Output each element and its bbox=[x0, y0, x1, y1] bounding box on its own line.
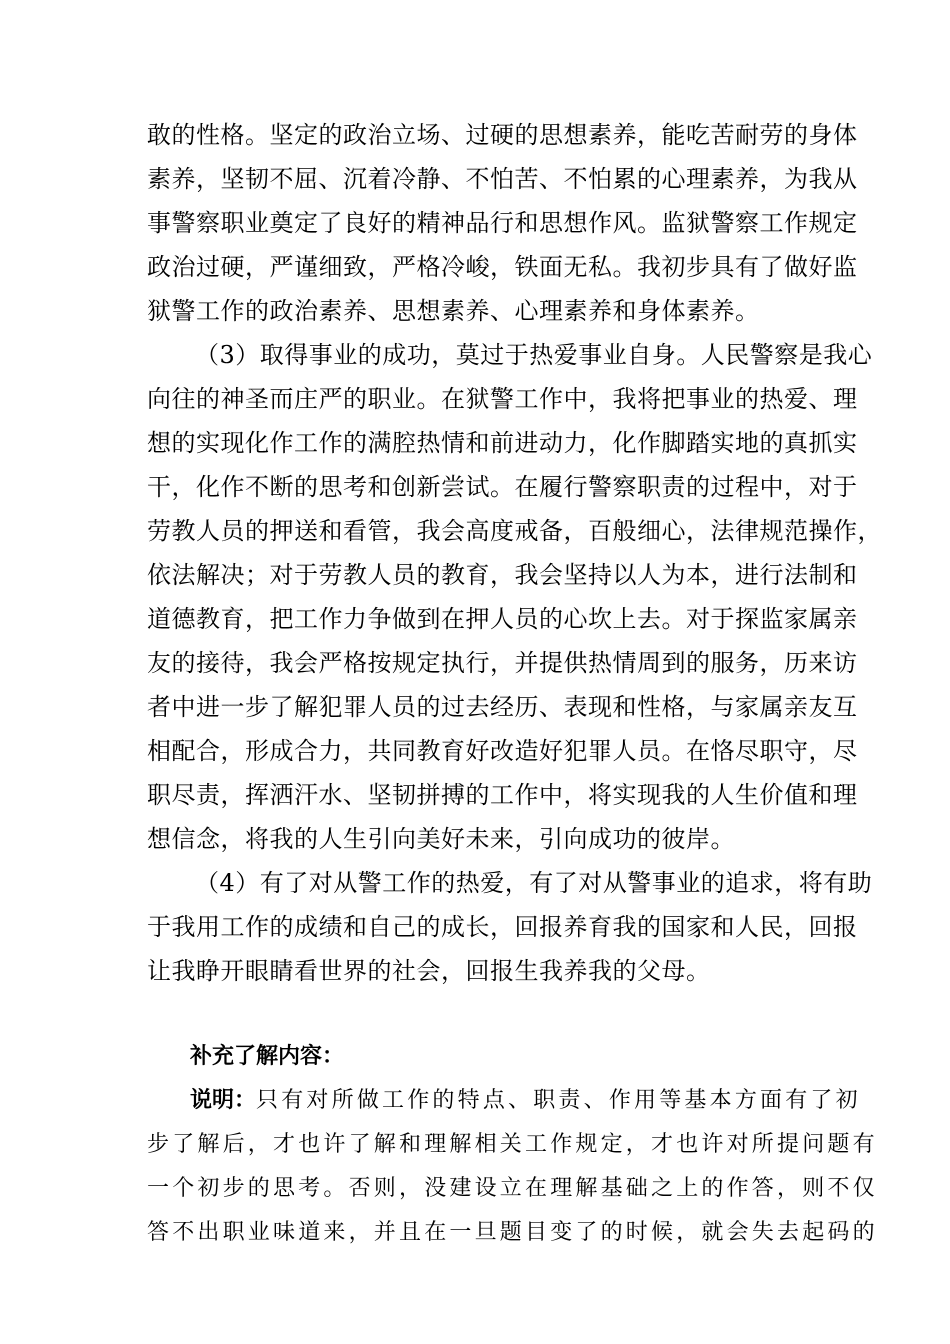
body-text-line: 让我睁开眼睛看世界的社会，回报生我养我的父母。 bbox=[147, 957, 711, 985]
body-text-line: 想的实现化作工作的满腔热情和前进动力，化作脚踏实地的真抓实 bbox=[147, 429, 858, 457]
body-text-line: 狱警工作的政治素养、思想素养、心理素养和身体素养。 bbox=[147, 297, 760, 325]
body-text-line: 向往的神圣而庄严的职业。在狱警工作中，我将把事业的热爱、理 bbox=[147, 385, 858, 413]
body-text-line: 依法解决；对于劳教人员的教育，我会坚持以人为本，进行法制和 bbox=[147, 561, 858, 589]
note-text-line: 步了解后，才也许了解和理解相关工作规定，才也许对所提问题有 bbox=[147, 1132, 878, 1157]
body-text-line: 敢的性格。坚定的政治立场、过硬的思想素养，能吃苦耐劳的身体 bbox=[147, 121, 858, 149]
body-text-line: 于我用工作的成绩和自己的成长，回报养育我的国家和人民，回报 bbox=[147, 913, 858, 941]
body-text-line: 者中进一步了解犯罪人员的过去经历、表现和性格，与家属亲友互 bbox=[147, 693, 858, 721]
note-text: 只有对所做工作的特点、职责、作用等基本方面有了初 bbox=[256, 1088, 861, 1113]
body-text-line: 职尽责，挥洒汗水、坚韧拼搏的工作中，将实现我的人生价值和理 bbox=[147, 781, 858, 809]
body-text-line: 相配合，形成合力，共同教育好改造好犯罪人员。在恪尽职守，尽 bbox=[147, 737, 858, 765]
body-text-line: （4）有了对从警工作的热爱，有了对从警事业的追求，将有助 bbox=[195, 869, 873, 897]
body-text-line: 友的接待，我会严格按规定执行，并提供热情周到的服务，历来访 bbox=[147, 649, 858, 677]
body-text-line: 想信念，将我的人生引向美好未来，引向成功的彼岸。 bbox=[147, 825, 735, 853]
note-text-line: 答不出职业味道来，并且在一旦题目变了的时候，就会失去起码的 bbox=[147, 1220, 878, 1245]
body-text-line: 干，化作不断的思考和创新尝试。在履行警察职责的过程中，对于 bbox=[147, 473, 858, 501]
note-label: 说明： bbox=[190, 1088, 257, 1113]
body-text-line: 道德教育，把工作力争做到在押人员的心坎上去。对于探监家属亲 bbox=[147, 605, 858, 633]
body-text-line: （3）取得事业的成功，莫过于热爱事业自身。人民警察是我心 bbox=[195, 341, 873, 369]
note-text-line: 一个初步的思考。否则，没建设立在理解基础之上的作答，则不仅 bbox=[147, 1176, 878, 1201]
note-first-line bbox=[190, 1086, 861, 1116]
body-text-line: 素养，坚韧不屈、沉着冷静、不怕苦、不怕累的心理素养，为我从 bbox=[147, 165, 858, 193]
body-text-line: 政治过硬，严谨细致，严格冷峻，铁面无私。我初步具有了做好监 bbox=[147, 253, 858, 281]
section-heading: 补充了解内容： bbox=[190, 1044, 345, 1069]
body-text-line: 事警察职业奠定了良好的精神品行和思想作风。监狱警察工作规定 bbox=[147, 209, 858, 237]
body-text-line: 劳教人员的押送和看管，我会高度戒备，百般细心，法律规范操作， bbox=[147, 517, 882, 545]
